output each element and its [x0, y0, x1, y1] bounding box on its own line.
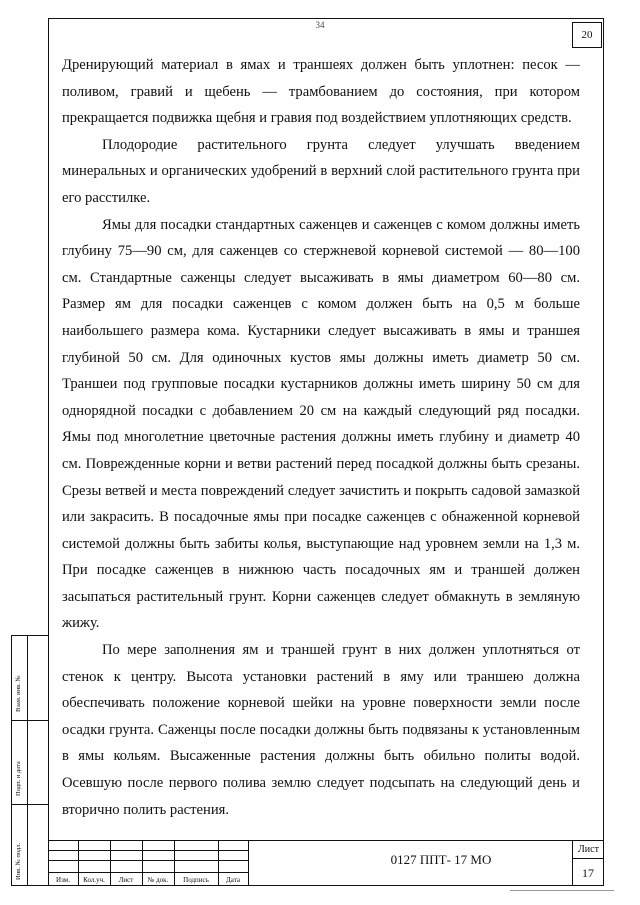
document-code: 0127 ППТ- 17 МО: [390, 852, 492, 867]
side-stamp: [11, 635, 48, 886]
paragraph-compaction: По мере заполнения ям и траншей грунт в них должен уплотняться от стенок к центру. Высота установки растений в яму или траншею должна обеспечивать положение корневой шейки на уровне поверхности земли после осадки грунта. Саженцы после посадки должны быть подвязаны к установленным в ямы кольям. Высаженные растения должны быть обильно политы водой. Осевшую после первого полива землю следует подсыпать на следующий день и вторично полить растения.: [62, 642, 580, 818]
side-label-replacement: Взам. инв. №: [15, 675, 22, 712]
footer-rule: [510, 890, 614, 891]
paragraph-pits: Ямы для посадки стандартных саженцев и саженцев с комом должны иметь глубину 75—90 см, для саженцев со стержневой корневой системой — 80—100 см. Стандартные саженцы следует высаживать в ямы диаметром 60—80 см. Размер ям для посадки саженцев с комом должен быть на 0,5 м больше наибольшего размера кома. Кустарники следует высаживать в ямы и траншея глубиной 50 см. Для одиночных кустов ямы должны иметь диаметр 50 см. Траншеи под групповые посадки кустарников должны иметь ширину 50 см для однорядной посадки с добавлением 20 см на каждый следующий ряд посадки. Ямы под многолетние цветочные растения должны иметь глубину и диаметр 40 см. Поврежденные корни и ветви растений перед посадкой должны быть срезаны. Срезы ветвей и места повреждений следует зачистить и покрыть садовой замазкой или закрасить. В посадочные ямы при посадке саженцев с обнаженной корневой системой должны быть забиты колья, выступающие над уровнем земли на 1,3 м. При посадке саженцев в нижнюю часть посадочных ям и траншей должен засыпаться растительный грунт. Корни саженцев следует обмакнуть в земляную жижу.: [62, 216, 580, 632]
paragraph-drainage: Дренирующий материал в ямах и траншеях должен быть уплотнен: песок — поливом, гравий и щебень — трамбованием до состояния, при котором прекращается подвижка щебня и гравия под воздействием уплотняющих средств.: [62, 57, 580, 127]
column-header-date: Дата: [226, 876, 240, 884]
sheet-number: 17: [582, 866, 594, 880]
sheet-label: Лист: [578, 844, 599, 855]
page-number-top: 34: [315, 20, 325, 30]
column-header-signature: Подпись: [183, 876, 209, 884]
side-label-signature-date: Подп. и дата: [15, 761, 22, 796]
column-header-document: № док.: [147, 876, 169, 884]
document-body: [62, 52, 580, 823]
column-header-change: Изм.: [56, 876, 70, 884]
column-header-sheet: Лист: [118, 876, 134, 884]
title-block: [48, 840, 604, 886]
sheet-number-box: 20: [572, 22, 602, 48]
paragraph-fertility: Плодородие растительного грунта следует улучшать введением минеральных и органических удобрений в верхний слой растительного грунта при его расстилке.: [62, 136, 580, 206]
column-header-quantity: Кол.уч.: [83, 876, 105, 884]
side-label-inventory: Инв. № подл.: [15, 842, 22, 880]
